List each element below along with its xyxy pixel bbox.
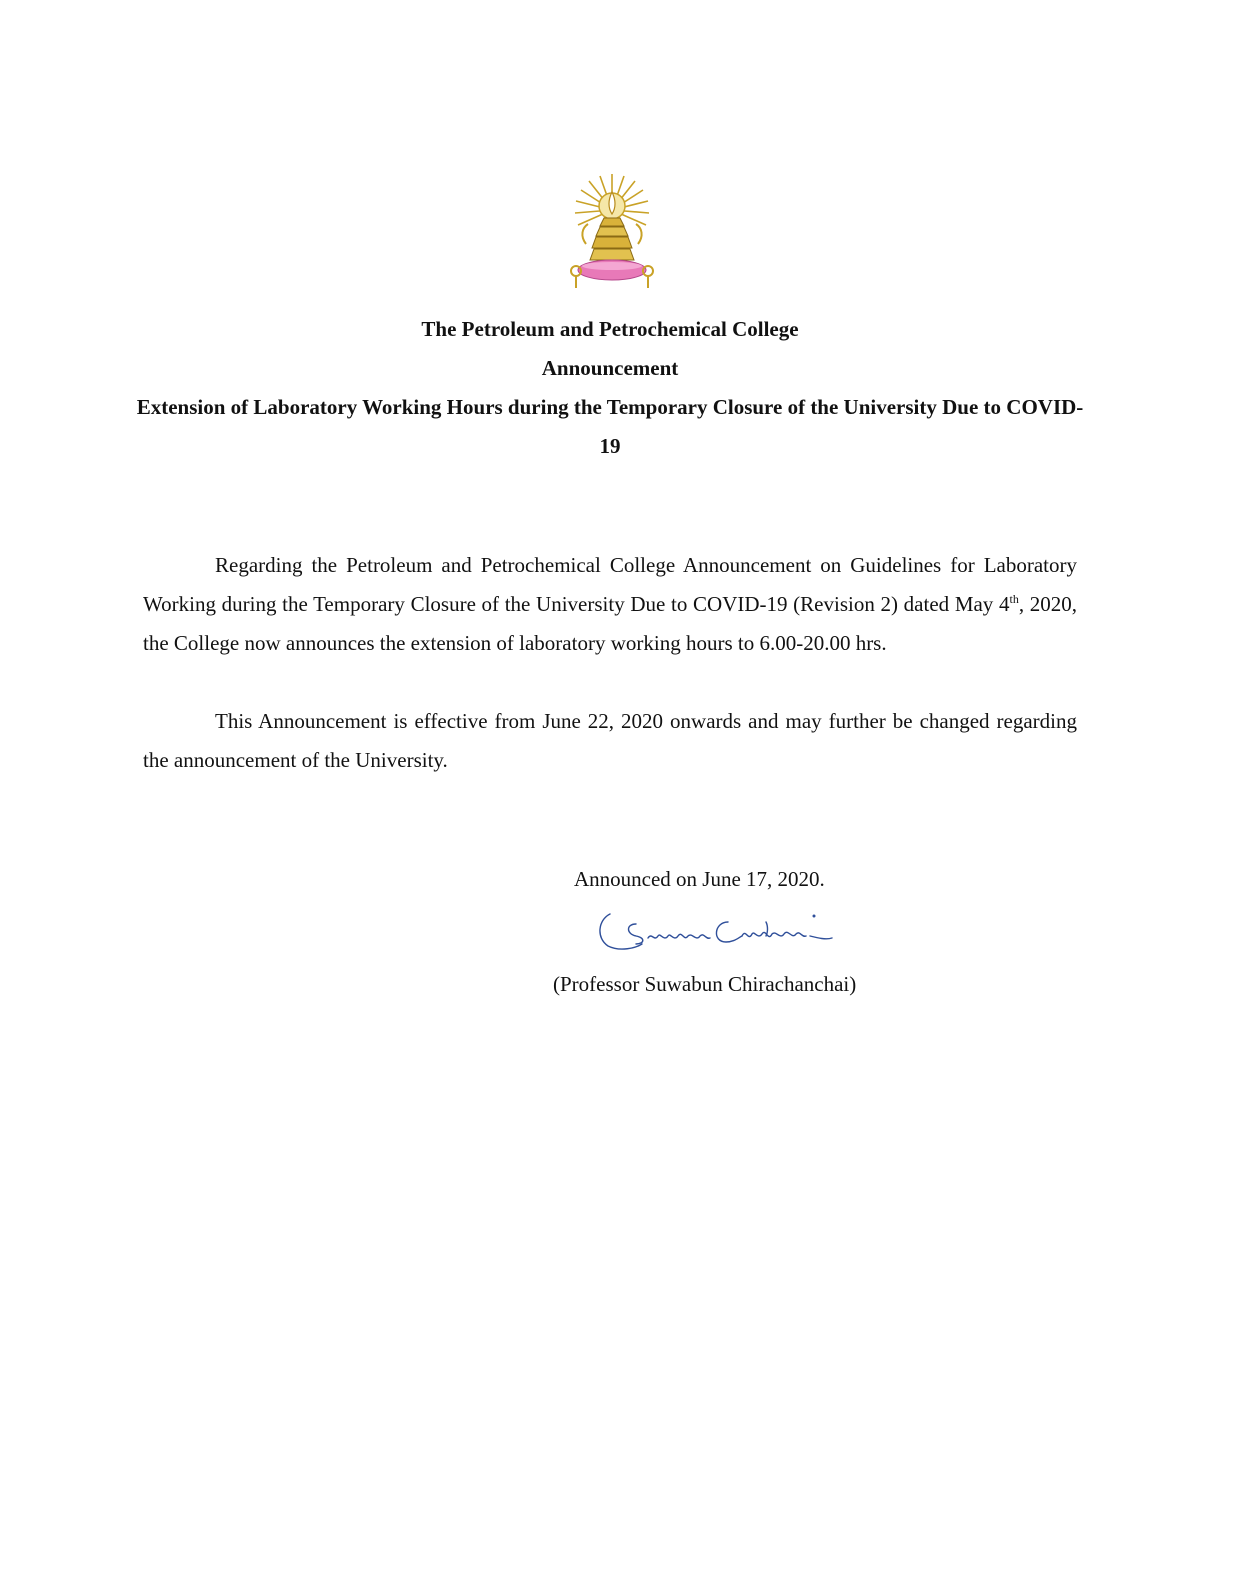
announcement-title: Extension of Laboratory Working Hours during the Temporary Closure of the University Due to COVID-19 xyxy=(136,395,1084,458)
college-emblem xyxy=(570,170,654,292)
handwritten-signature xyxy=(596,908,836,956)
institution-heading: The Petroleum and Petrochemical College xyxy=(421,317,799,341)
announced-date: Announced on June 17, 2020. xyxy=(574,867,825,891)
paragraph1-text-start: Regarding the Petroleum and Petrochemical College Announcement on Guidelines for Laboratory Working during the Temporary Closure of the University Due to COVID-19 (Revision 2) dated May 4 xyxy=(143,553,1077,616)
paragraph-effective-date xyxy=(143,702,1077,780)
signatory-name: (Professor Suwabun Chirachanchai) xyxy=(553,972,857,996)
announcement-label: Announcement xyxy=(541,356,679,380)
ordinal-suffix: th xyxy=(1009,592,1019,606)
paragraph1-text-end: , 2020, the College now announces the extension of laboratory working hours to 6.00-20.00 hrs. xyxy=(143,592,1077,655)
paragraph2-text: This Announcement is effective from June 22, 2020 onwards and may further be changed regarding the announcement of the University. xyxy=(143,709,1077,772)
paragraph-guidelines xyxy=(143,546,1077,663)
